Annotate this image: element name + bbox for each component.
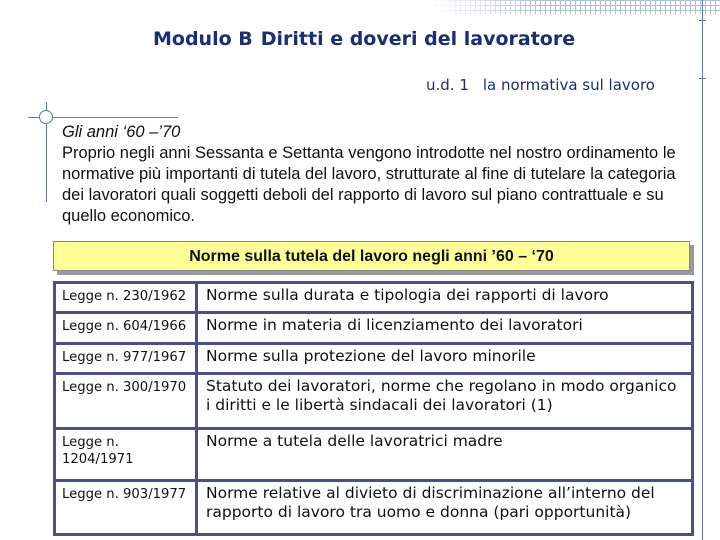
law-number: Legge n. 300/1970: [55, 374, 197, 428]
law-number: Legge n. 604/1966: [55, 313, 197, 343]
law-description: Norme a tutela delle lavoratrici madre: [197, 428, 693, 480]
intro-heading: Gli anni ‘60 –’70: [62, 123, 181, 141]
table-row: [55, 428, 693, 480]
law-number: Legge n. 977/1967: [55, 343, 197, 373]
decorative-tick: [699, 20, 706, 21]
law-number: Legge n. 230/1962: [55, 283, 197, 313]
intro-body: Proprio negli anni Sessanta e Settanta vengono introdotte nel nostro ordinamento le normative più importanti di tutela del lavoro, strutturate al fine di tutelare la categoria dei lavoratori quali soggetti deboli del rapporto di lavoro sul piano contrattuale e su quello economico.: [62, 144, 676, 225]
module-title: Diritti e doveri del lavoratore: [260, 28, 576, 50]
decorative-tick: [699, 78, 706, 79]
unit-title: la normativa sul lavoro: [482, 76, 655, 94]
unit-label: u.d. 1: [426, 76, 469, 94]
table-row: [55, 343, 693, 373]
unit-subtitle: [426, 76, 655, 94]
law-description: Statuto dei lavoratori, norme che regolano in modo organico i diritti e le libertà sindacali dei lavoratori (1): [197, 374, 693, 428]
page-title: [153, 28, 575, 50]
table-row: [55, 480, 693, 534]
law-number: Legge n. 1204/1971: [55, 428, 197, 480]
module-label: Modulo B: [153, 28, 253, 50]
table-row: [55, 283, 693, 313]
crosshair-circle-icon: [39, 110, 53, 124]
laws-table: [53, 281, 694, 536]
intro-paragraph: [62, 122, 682, 227]
law-number: Legge n. 903/1977: [55, 480, 197, 534]
table-row: [55, 313, 693, 343]
law-description: Norme relative al divieto di discriminazione all’interno del rapporto di lavoro tra uomo e donna (pari opportunità): [197, 480, 693, 534]
table-row: [55, 374, 693, 428]
law-description: Norme in materia di licenziamento dei lavoratori: [197, 313, 693, 343]
law-description: Norme sulla durata e tipologia dei rapporti di lavoro: [197, 283, 693, 313]
decorative-grid-pattern: [430, 0, 720, 14]
decorative-vertical-line: [702, 0, 703, 540]
law-description: Norme sulla protezione del lavoro minorile: [197, 343, 693, 373]
section-banner: Norme sulla tutela del lavoro negli anni ’60 – ‘70: [53, 241, 690, 271]
